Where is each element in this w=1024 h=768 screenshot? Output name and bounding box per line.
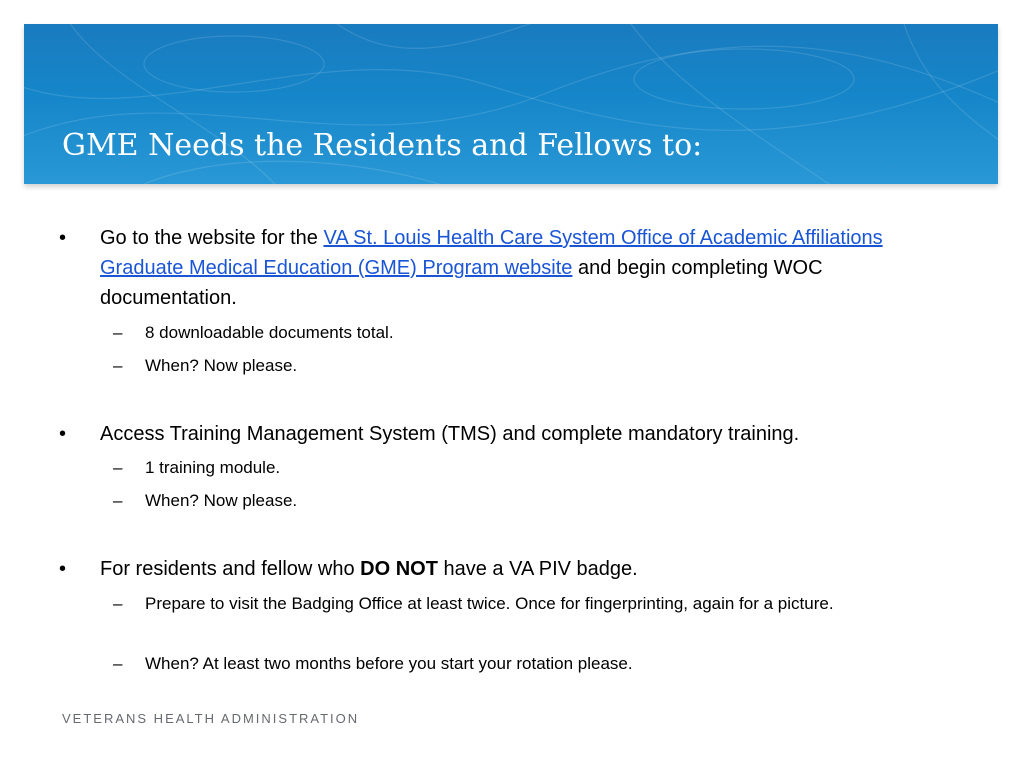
bullet-icon: • (59, 558, 67, 580)
dash-icon: – (113, 356, 123, 375)
sub-item: When? Now please. (145, 491, 298, 510)
bullet-icon: • (59, 423, 67, 445)
bullet-website (100, 223, 930, 313)
dash-icon: – (113, 594, 123, 613)
bullet-text: have a VA PIV badge. (437, 558, 638, 580)
footer-label: VETERANS HEALTH ADMINISTRATION (62, 711, 360, 726)
bullet-text: Go to the website for the (100, 227, 324, 249)
dash-icon: – (113, 323, 123, 342)
sub-item: 1 training module. (145, 458, 281, 477)
sub-item: When? At least two months before you start your rotation please. (145, 654, 633, 673)
sub-item: When? Now please. (145, 356, 298, 375)
slide-title: GME Needs the Residents and Fellows to: (62, 128, 703, 163)
dash-icon: – (113, 458, 123, 477)
bullet-text: and begin completing WOC documentation. (100, 257, 823, 309)
dash-icon: – (113, 654, 123, 673)
bullet-tms: Access Training Management System (TMS) and complete mandatory training. (100, 423, 800, 445)
sub-item: Prepare to visit the Badging Office at least twice. Once for fingerprinting, again for a picture. (145, 594, 834, 613)
sub-item: 8 downloadable documents total. (145, 323, 394, 342)
bullet-text: For residents and fellow who (100, 558, 361, 580)
bullet-piv-badge (100, 554, 930, 584)
dash-icon: – (113, 491, 123, 510)
bullet-icon: • (59, 227, 67, 249)
emphasis-text: DO NOT (360, 558, 438, 580)
gme-program-website-link[interactable]: VA St. Louis Health Care System Office of Academic Affiliations Graduate Medical Education (GME) Program website (100, 227, 883, 279)
